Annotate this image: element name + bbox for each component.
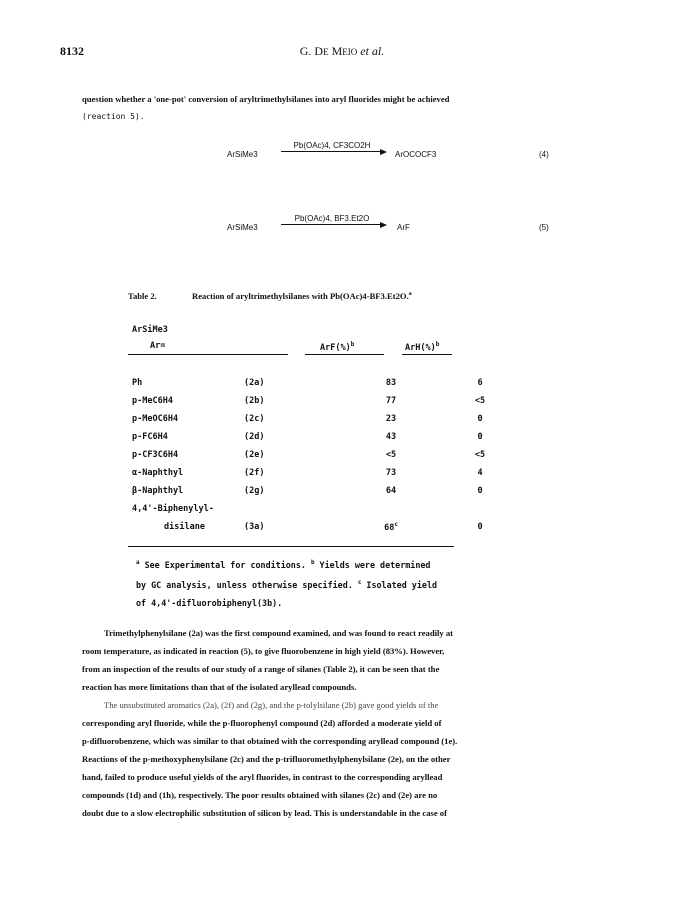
table-row: α-Naphthyl (2f) 73 4 bbox=[132, 468, 483, 478]
body-line: doubt due to a slow electrophilic substitution of silicon by lead. This is understandable in the case of bbox=[82, 808, 447, 818]
table-2 bbox=[132, 374, 510, 536]
body-line: The unsubstituted aromatics (2a), (2f) and (2g), and the p-tolylsilane (2b) gave good yields of the bbox=[104, 700, 439, 710]
page-number: 8132 bbox=[60, 44, 84, 58]
intro-line: question whether a 'one-pot' conversion of aryltrimethylsilanes into aryl fluorides might be achieved bbox=[82, 94, 450, 104]
table-row: disilane (3a) 68$^c$ 0 bbox=[164, 521, 483, 533]
footnote-line: of 4,4'-difluorobiphenyl(3b). bbox=[136, 597, 283, 608]
reaction-5-number: (5) bbox=[539, 223, 549, 232]
body-paragraph-2 bbox=[82, 696, 607, 822]
reaction-5-arrow: Pb(OAc)4, BF3.Et2O bbox=[281, 214, 385, 225]
body-line: Reactions of the p-methoxyphenylsilane (2c) and the p-trifluoromethylphenylsilane (2e), on the other bbox=[82, 754, 451, 764]
table-row: p-CF3C6H4 (2e) <5 <5 bbox=[132, 450, 486, 460]
header-rule-right bbox=[402, 354, 452, 355]
table-head-group: ArSiMe3 bbox=[132, 325, 168, 335]
body-line: corresponding aryl fluoride, while the p-fluorophenyl compound (2d) afforded a moderate yield of bbox=[82, 718, 442, 728]
col-header-ar: Ar= bbox=[150, 341, 166, 351]
reaction-5-reactant: ArSiMe3 bbox=[227, 223, 258, 232]
table-row: p-FC6H4 (2d) 43 0 bbox=[132, 432, 483, 442]
running-head: G. DE MEIO et al. bbox=[299, 44, 385, 58]
body-line: p-difluorobenzene, which was similar to that obtained with the corresponding aryllead compound (1e). bbox=[82, 736, 458, 746]
table-row: p-MeOC6H4 (2c) 23 0 bbox=[132, 414, 483, 424]
reaction-4-reactant: ArSiMe3 bbox=[227, 150, 258, 159]
reaction-4-arrow: Pb(OAc)4, CF3CO2H bbox=[281, 141, 385, 152]
body-line: room temperature, as indicated in reaction (5), to give fluorobenzene in high yield (83%). However, bbox=[82, 646, 445, 656]
table-label: Table 2. bbox=[128, 291, 157, 301]
footnote-line: $^a$ See Experimental for conditions. $^b$ Yields were determined bbox=[136, 559, 431, 570]
intro-line: (reaction 5). bbox=[82, 112, 145, 121]
table-row: p-MeC6H4 (2b) 77 <5 bbox=[132, 396, 486, 406]
header-rule-left bbox=[128, 354, 288, 355]
table-row: β-Naphthyl (2g) 64 0 bbox=[132, 486, 483, 496]
col-header-arf: ArF(%)$^b$ bbox=[320, 341, 355, 353]
table-bottom-rule bbox=[128, 546, 454, 547]
body-line: reaction has more limitations than that of the isolated aryllead compounds. bbox=[82, 682, 357, 692]
reaction-4-product: ArOCOCF3 bbox=[395, 150, 437, 159]
body-paragraph-1 bbox=[82, 624, 607, 696]
body-line: hand, failed to produce useful yields of the aryl fluorides, in contrast to the corresponding aryllead bbox=[82, 772, 443, 782]
table-caption: Reaction of aryltrimethylsilanes with Pb(OAc)4-BF3.Et2O.$^a$ bbox=[192, 291, 412, 301]
intro-paragraph bbox=[82, 90, 607, 126]
reaction-4-number: (4) bbox=[539, 150, 549, 159]
reaction-5-product: ArF bbox=[397, 223, 410, 232]
body-line: Trimethylphenylsilane (2a) was the first compound examined, and was found to react readily at bbox=[104, 628, 454, 638]
footnote-line: by GC analysis, unless otherwise specified. $^c$ Isolated yield bbox=[136, 579, 438, 590]
body-line: compounds (1d) and (1h), respectively. The poor results obtained with silanes (2c) and (2e) are no bbox=[82, 790, 438, 800]
table-row: 4,4'-Biphenylyl- bbox=[132, 504, 214, 514]
col-header-arh: ArH(%)$^b$ bbox=[405, 341, 440, 353]
table-row: Ph (2a) 83 6 bbox=[132, 378, 483, 388]
header-rule-middle bbox=[305, 354, 384, 355]
body-line: from an inspection of the results of our study of a range of silanes (Table 2), it can be seen that the bbox=[82, 664, 440, 674]
table-footnotes bbox=[136, 554, 506, 612]
